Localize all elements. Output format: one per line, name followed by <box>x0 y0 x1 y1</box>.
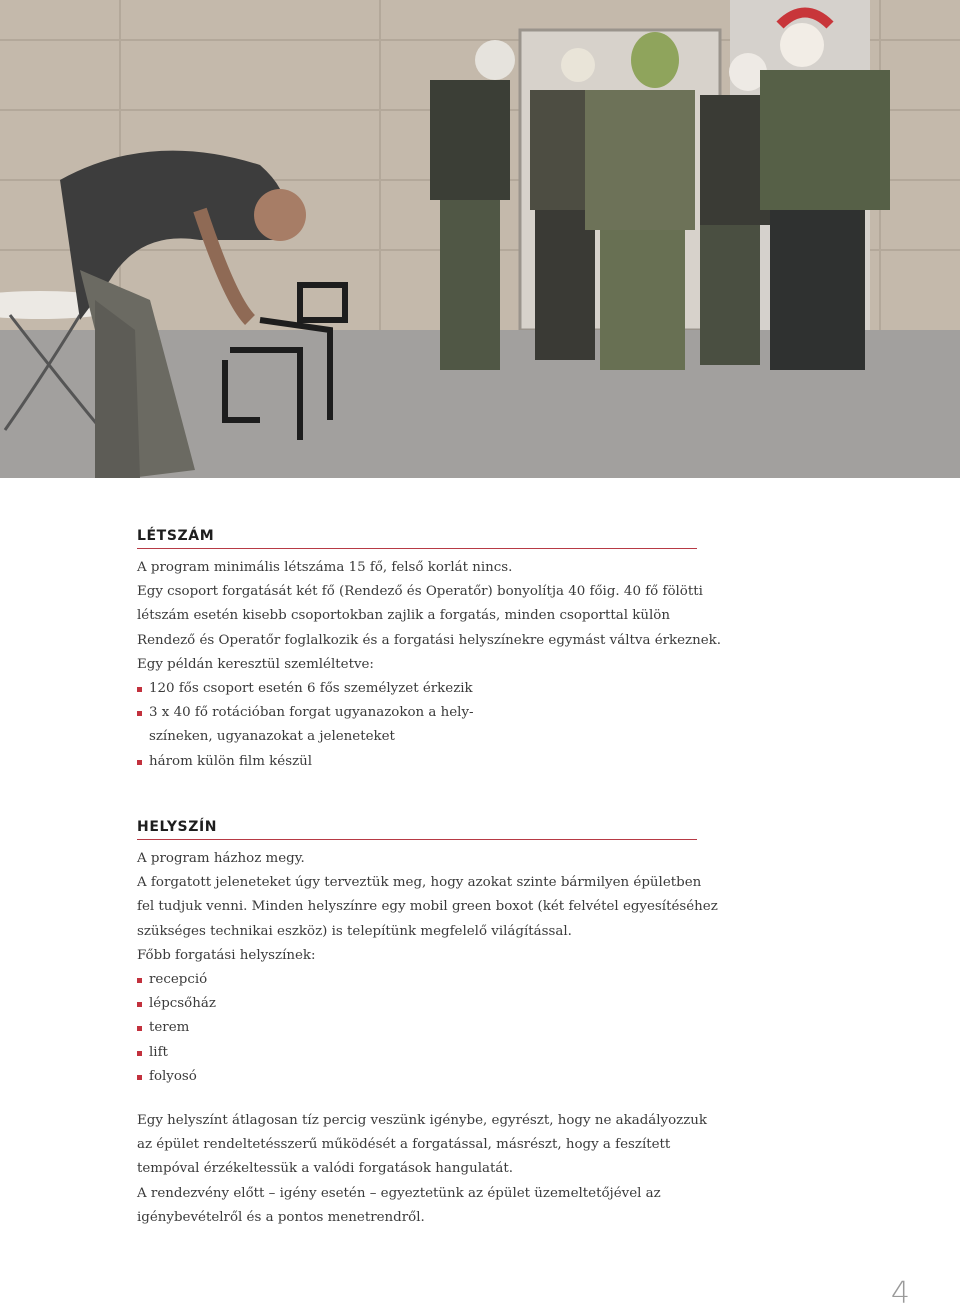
body-line: szükséges technikai eszköz) is telepítünk megfelelő világítással. <box>137 923 572 939</box>
body-line: tempóval érzékeltessük a valódi forgatások hangulatát. <box>137 1161 513 1177</box>
body-line: A program házhoz megy. <box>137 851 305 866</box>
list-item: recepció <box>137 968 697 992</box>
list-item: 120 fős csoport esetén 6 fős személyzet érkezik <box>137 677 697 701</box>
section-heading-helyszin: HELYSZÍN <box>137 819 697 840</box>
bullet-list-letszam <box>137 677 697 774</box>
spacer <box>137 1089 697 1109</box>
body-line: A forgatott jeleneteket úgy terveztük meg, hogy azokat szinte bármilyen épületben <box>137 875 702 891</box>
body-line: Rendező és Operatőr foglalkozik és a forgatási helyszínekre egymást váltva érkeznek. <box>137 632 722 648</box>
body-line: A rendezvény előtt – igény esetén – egyeztetünk az épület üzemeltetőjével az <box>137 1185 661 1201</box>
list-item: 3 x 40 fő rotációban forgat ugyanazokon a hely- <box>137 701 697 725</box>
body-line: fel tudjuk venni. Minden helyszínre egy mobil green boxot (két felvétel egyesítéséhez <box>137 899 718 915</box>
film-set-illustration <box>0 0 960 478</box>
body-line: A program minimális létszáma 15 fő, felső korlát nincs. <box>137 560 513 575</box>
body-line: Egy példán keresztül szemléltetve: <box>137 656 374 672</box>
body-line: Egy csoport forgatását két fő (Rendező és Operatőr) bonyolítja 40 főig. 40 fő fölötti <box>137 584 703 600</box>
film-set-photo <box>0 0 960 478</box>
page-number: 4 <box>890 1276 910 1311</box>
section-heading-letszam: LÉTSZÁM <box>137 528 697 549</box>
list-item-continuation: színeken, ugyanazokat a jeleneteket <box>149 729 395 745</box>
body-line: létszám esetén kisebb csoportokban zajlik a forgatás, minden csoporttal külön <box>137 608 670 624</box>
section-letszam <box>137 528 722 774</box>
bullet-list-helyszin <box>137 968 697 1089</box>
list-item: lift <box>137 1041 697 1065</box>
body-line: igénybevételről és a pontos menetrendről. <box>137 1209 425 1225</box>
body-line: Egy helyszínt átlagosan tíz percig veszünk igénybe, egyrészt, hogy ne akadályozzuk <box>137 1113 708 1129</box>
list-item: három külön film készül <box>137 750 697 774</box>
body-line: Főbb forgatási helyszínek: <box>137 947 316 963</box>
list-item: folyosó <box>137 1065 697 1089</box>
list-item: lépcsőház <box>137 992 697 1016</box>
body-line: az épület rendeltetésszerű működését a forgatással, másrészt, hogy a feszített <box>137 1137 671 1153</box>
list-item: terem <box>137 1016 697 1040</box>
section-helyszin <box>137 819 718 1230</box>
